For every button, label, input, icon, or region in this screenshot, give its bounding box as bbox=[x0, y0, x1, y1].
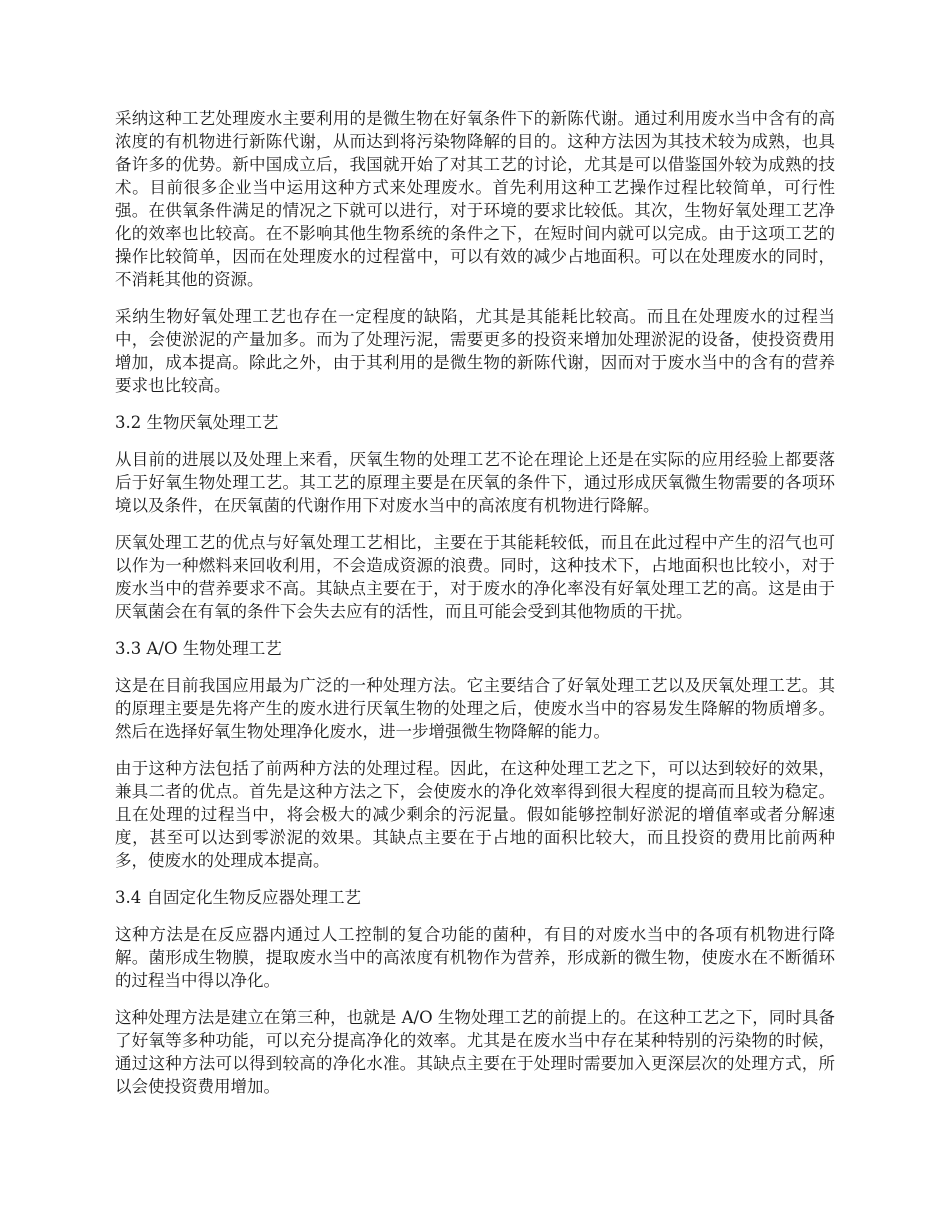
section-heading-3-4: 3.4 自固定化生物反应器处理工艺 bbox=[115, 888, 361, 907]
paragraph-aerobic-advantages: 采纳这种工艺处理废水主要利用的是微生物在好氧条件下的新陈代谢。通过利用废水当中含有的高浓度的有机物进行新陈代谢，从而达到将污染物降解的目的。这种方法因为其技术较为成熟，也具备许多的优势。新中国成立后，我国就开始了对其工艺的讨论，尤其是可以借鉴国外较为成熟的技术。目前很多企业当中运用这种方式来处理废水。首先利用这种工艺操作过程比较简单，可行性强。在供氧条件满足的情况之下就可以进行，对于环境的要求比较低。其次，生物好氧处理工艺净化的效率也比较高。在不影响其他生物系统的条件之下，在短时间内就可以完成。由于这项工艺的操作比较简单，因而在处理废水的过程當中，可以有效的减少占地面积。可以在处理废水的同时，不消耗其他的资源。 bbox=[115, 109, 835, 289]
paragraph-bioreactor-pros-cons: 这种处理方法是建立在第三种，也就是 A/O 生物处理工艺的前提上的。在这种工艺之下，同时具备了好氧等多种功能，可以充分提高净化的效率。尤其是在废水当中存在某种特别的污染物的时候，通过这种方法可以得到较高的净化水准。其缺点主要在于处理时需要加入更深层次的处理方式，所以会使投资费用增加。 bbox=[115, 1008, 835, 1096]
paragraph-anaerobic-principle: 从目前的进展以及处理上来看，厌氧生物的处理工艺不论在理论上还是在实际的应用经验上都要落后于好氧生物处理工艺。其工艺的原理主要是在厌氧的条件下，通过形成厌氧微生物需要的各项环境以及条件，在厌氧菌的代谢作用下对废水当中的高浓度有机物进行降解。 bbox=[115, 450, 835, 515]
section-heading-3-2: 3.2 生物厌氧处理工艺 bbox=[115, 413, 279, 432]
paragraph-anaerobic-pros-cons: 厌氧处理工艺的优点与好氧处理工艺相比，主要在于其能耗较低，而且在此过程中产生的沼气也可以作为一种燃料来回收利用，不会造成资源的浪费。同时，这种技术下，占地面积也比较小，对于废水当中的营养要求不高。其缺点主要在于，对于废水的净化率没有好氧处理工艺的高。这是由于厌氧菌会在有氧的条件下会失去应有的活性，而且可能会受到其他物质的干扰。 bbox=[115, 533, 835, 621]
paragraph-ao-principle: 这是在目前我国应用最为广泛的一种处理方法。它主要结合了好氧处理工艺以及厌氧处理工艺。其的原理主要是先将产生的废水进行厌氧生物的处理之后，使废水当中的容易发生降解的物质增多。然后在选择好氧生物处理净化废水，进一步增强微生物降解的能力。 bbox=[115, 676, 835, 741]
section-heading-3-3: 3.3 A/O 生物处理工艺 bbox=[115, 639, 282, 658]
paragraph-bioreactor-principle: 这种方法是在反应器内通过人工控制的复合功能的菌种，有目的对废水当中的各项有机物进行降解。菌形成生物膜，提取废水当中的高浓度有机物作为营养，形成新的微生物，使废水在不断循环的过程当中得以净化。 bbox=[115, 925, 835, 990]
paragraph-aerobic-disadvantages: 采纳生物好氧处理工艺也存在一定程度的缺陷，尤其是其能耗比较高。而且在处理废水的过程当中，会使淤泥的产量加多。而为了处理污泥，需要更多的投资来增加处理淤泥的设备，使投资费用增加，成本提高。除此之外，由于其利用的是微生物的新陈代谢，因而对于废水当中的含有的营养要求也比较高。 bbox=[115, 307, 835, 395]
paragraph-ao-pros-cons: 由于这种方法包括了前两种方法的处理过程。因此，在这种处理工艺之下，可以达到较好的效果，兼具二者的优点。首先是这种方法之下，会使废水的净化效率得到很大程度的提高而且较为稳定。且在处理的过程当中，将会极大的减少剩余的污泥量。假如能够控制好淤泥的增值率或者分解速度，甚至可以达到零淤泥的效果。其缺点主要在于占地的面积比较大，而且投资的费用比前两种多，使废水的处理成本提高。 bbox=[115, 759, 835, 870]
